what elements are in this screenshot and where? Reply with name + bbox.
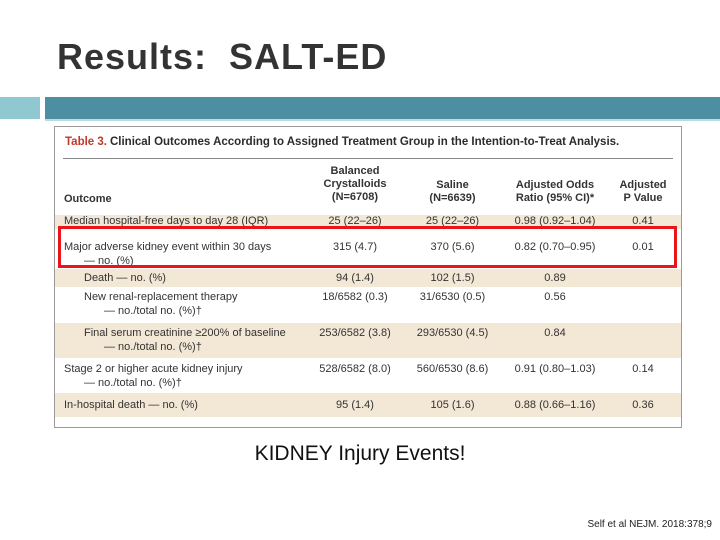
row-pvalue: 0.01 xyxy=(632,241,654,253)
row-ratio: 0.84 xyxy=(544,327,566,339)
row-ratio: 0.88 (0.66–1.16) xyxy=(514,399,596,411)
header-balanced-line1: Balanced xyxy=(330,165,380,177)
row-ratio: 0.82 (0.70–0.95) xyxy=(514,241,596,253)
row-balanced: 25 (22–26) xyxy=(328,215,382,227)
row-balanced: 315 (4.7) xyxy=(332,241,378,253)
table-row xyxy=(55,287,681,323)
row-outcome: Major adverse kidney event within 30 days xyxy=(64,241,272,253)
row-saline: 560/6530 (8.6) xyxy=(416,363,489,375)
header-ratio xyxy=(500,179,610,205)
header-balanced xyxy=(305,165,405,204)
row-ratio: 0.56 xyxy=(544,291,566,303)
row-pvalue: 0.14 xyxy=(632,363,654,375)
table-row xyxy=(55,269,681,287)
citation: Self et al NEJM. 2018:378;9 xyxy=(587,519,712,530)
header-ratio-line1: Adjusted Odds xyxy=(515,179,595,191)
row-balanced: 253/6582 (3.8) xyxy=(319,327,391,339)
caption-rule xyxy=(63,158,673,159)
row-ratio: 0.91 (0.80–1.03) xyxy=(514,363,596,375)
table-number: Table 3. xyxy=(65,136,107,148)
row-ratio: 0.98 (0.92–1.04) xyxy=(514,215,596,227)
row-outcome: Death — no. (%) xyxy=(84,272,166,284)
header-ratio-line2: Ratio (95% CI)* xyxy=(515,192,595,204)
row-outcome-sub: — no./total no. (%)† xyxy=(104,341,202,353)
row-outcome: Median hospital-free days to day 28 (IQR) xyxy=(64,215,269,227)
row-outcome: Stage 2 or higher acute kidney injury xyxy=(64,363,243,375)
row-balanced: 528/6582 (8.0) xyxy=(319,363,391,375)
row-saline: 25 (22–26) xyxy=(425,215,480,227)
row-balanced: 94 (1.4) xyxy=(336,272,374,284)
row-pvalue: 0.36 xyxy=(632,399,654,411)
highlight-box xyxy=(58,226,677,268)
header-pvalue-line2: P Value xyxy=(623,192,663,204)
header-saline-line1: Saline xyxy=(436,179,469,191)
table-caption xyxy=(65,136,619,148)
header-pvalue-line1: Adjusted xyxy=(619,179,667,191)
row-saline: 370 (5.6) xyxy=(430,241,475,253)
slide-caption: KIDNEY Injury Events! xyxy=(254,442,466,465)
row-saline: 293/6530 (4.5) xyxy=(416,327,489,339)
table-title: Clinical Outcomes According to Assigned Treatment Group in the Intention-to-Treat Analysis. xyxy=(109,136,620,148)
header-saline xyxy=(410,179,495,205)
header-outcome: Outcome xyxy=(64,193,112,205)
accent-square xyxy=(0,97,40,119)
slide-title: Results: SALT-ED xyxy=(57,36,388,77)
accent-bar-underline xyxy=(45,119,720,121)
row-balanced: 95 (1.4) xyxy=(336,399,374,411)
header-saline-line2: (N=6639) xyxy=(429,192,476,204)
row-saline: 31/6530 (0.5) xyxy=(419,291,486,303)
header-balanced-line2: Crystalloids xyxy=(323,178,387,190)
row-outcome-sub: — no. (%) xyxy=(84,255,134,267)
row-saline: 102 (1.5) xyxy=(430,272,475,284)
row-saline: 105 (1.6) xyxy=(430,399,475,411)
row-outcome-sub: — no./total no. (%)† xyxy=(84,377,182,389)
accent-bar xyxy=(45,97,720,119)
row-outcome-sub: — no./total no. (%)† xyxy=(104,305,202,317)
row-outcome: Final serum creatinine ≥200% of baseline xyxy=(84,327,286,339)
results-table xyxy=(54,126,682,428)
header-balanced-line3: (N=6708) xyxy=(331,191,379,203)
table-row xyxy=(55,358,681,393)
table-row xyxy=(55,323,681,358)
row-pvalue: 0.41 xyxy=(632,215,654,227)
row-outcome: New renal-replacement therapy xyxy=(84,291,238,303)
row-balanced: 18/6582 (0.3) xyxy=(322,291,388,303)
table-row xyxy=(55,393,681,417)
row-ratio: 0.89 xyxy=(544,272,566,284)
row-outcome: In-hospital death — no. (%) xyxy=(64,399,198,411)
header-pvalue xyxy=(610,179,676,205)
